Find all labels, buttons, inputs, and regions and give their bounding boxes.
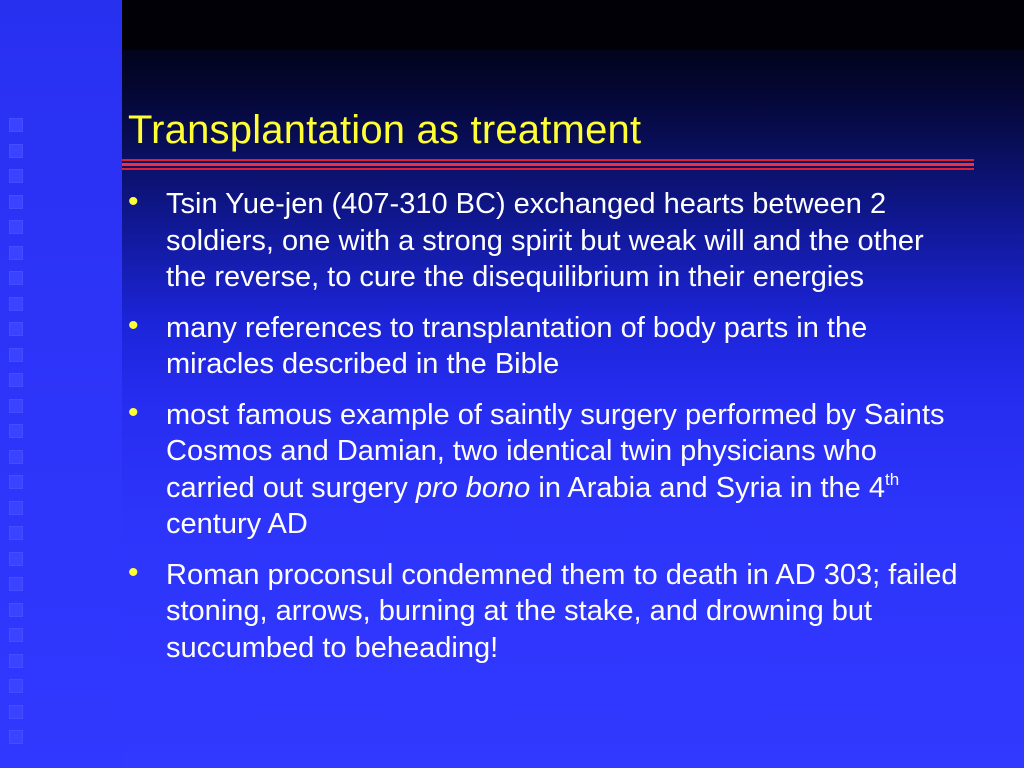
slide-title: Transplantation as treatment bbox=[128, 108, 642, 152]
bullet-text: many references to transplantation of body parts in the miracles described in the Bible bbox=[166, 311, 868, 380]
bullet-item bbox=[128, 397, 968, 543]
top-dark-band bbox=[122, 0, 1024, 50]
bullet-item bbox=[128, 557, 968, 667]
bullet-text: Tsin Yue-jen (407-310 BC) exchanged hearts between 2 soldiers, one with a strong spirit but weak will and the other the reverse, to cure the disequilibrium in their energies bbox=[166, 188, 924, 293]
bullet-icon: • bbox=[128, 185, 139, 218]
bullet-item bbox=[128, 310, 968, 383]
bullet-icon: • bbox=[128, 555, 139, 589]
bullet-text-middle: in Arabia and Syria in the 4 bbox=[530, 471, 885, 504]
bullet-icon: • bbox=[128, 308, 139, 342]
bullet-text: Roman proconsul condemned them to death in AD 303; failed stoning, arrows, burning at the stake, and drowning but succumbed to beheading! bbox=[166, 558, 958, 664]
title-underline-rule bbox=[122, 158, 974, 170]
bullet-icon: • bbox=[128, 395, 139, 429]
bullet-item bbox=[128, 186, 968, 296]
bullet-text-end: century AD bbox=[166, 508, 308, 540]
bullet-text-start: most famous example of saintly surgery performed by Saints Cosmos and Damian, two identical twin physicians who carried out surgery bbox=[166, 398, 945, 504]
bullet-list bbox=[128, 186, 968, 680]
decorative-square-column bbox=[9, 118, 27, 756]
bullet-text-italic: pro bono bbox=[415, 471, 531, 504]
bullet-text-superscript: th bbox=[885, 469, 900, 489]
